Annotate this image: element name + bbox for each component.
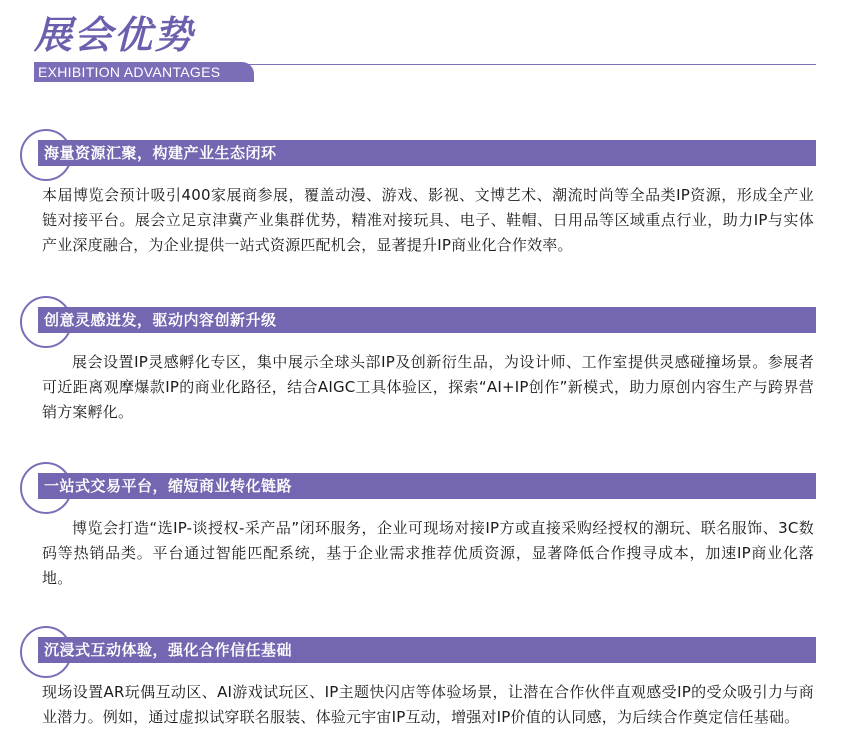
section-body: 展会设置IP灵感孵化专区，集中展示全球头部IP及创新衍生品，为设计师、工作室提供灵感碰撞场景。参展者可近距离观摩爆款IP的商业化路径，结合AIGC工具体验区，探索“AI+IP创作”新模式，助力原创内容生产与跨界营销方案孵化。 <box>42 353 814 421</box>
section-resources <box>20 129 816 258</box>
page-subtitle: EXHIBITION ADVANTAGES <box>38 64 221 80</box>
page-header <box>34 12 816 82</box>
page-title: 展会优势 <box>34 13 195 57</box>
subtitle-row <box>34 62 816 82</box>
section-title: 海量资源汇聚，构建产业生态闭环 <box>44 144 277 162</box>
section-title: 创意灵感迸发，驱动内容创新升级 <box>44 311 277 329</box>
section-header <box>20 129 816 181</box>
section-creativity <box>20 296 816 425</box>
section-body: 本届博览会预计吸引400家展商参展，覆盖动漫、游戏、影视、文博艺术、潮流时尚等全品类IP资源，形成全产业链对接平台。展会立足京津冀产业集群优势，精准对接玩具、电子、鞋帽、日用品等区域重点行业，助力IP与实体产业深度融合，为企业提供一站式资源匹配机会，显著提升IP商业化合作效率。 <box>42 186 814 254</box>
section-title: 一站式交易平台，缩短商业转化链路 <box>44 477 293 495</box>
section-experience <box>20 626 816 730</box>
section-header <box>20 626 816 678</box>
section-trading <box>20 462 816 591</box>
section-body: 博览会打造“选IP-谈授权-采产品”闭环服务，企业可现场对接IP方或直接采购经授权的潮玩、联名服饰、3C数码等热销品类。平台通过智能匹配系统，基于企业需求推荐优质资源，显著降低合作搜寻成本，加速IP商业化落地。 <box>42 519 814 587</box>
header-divider <box>244 64 816 65</box>
section-header <box>20 296 816 348</box>
section-body: 现场设置AR玩偶互动区、AI游戏试玩区、IP主题快闪店等体验场景，让潜在合作伙伴直观感受IP的受众吸引力与商业潜力。例如，通过虚拟试穿联名服装、体验元宇宙IP互动，增强对IP价值的认同感，为后续合作奠定信任基础。 <box>42 683 814 726</box>
section-header <box>20 462 816 514</box>
section-title: 沉浸式互动体验，强化合作信任基础 <box>44 641 293 659</box>
